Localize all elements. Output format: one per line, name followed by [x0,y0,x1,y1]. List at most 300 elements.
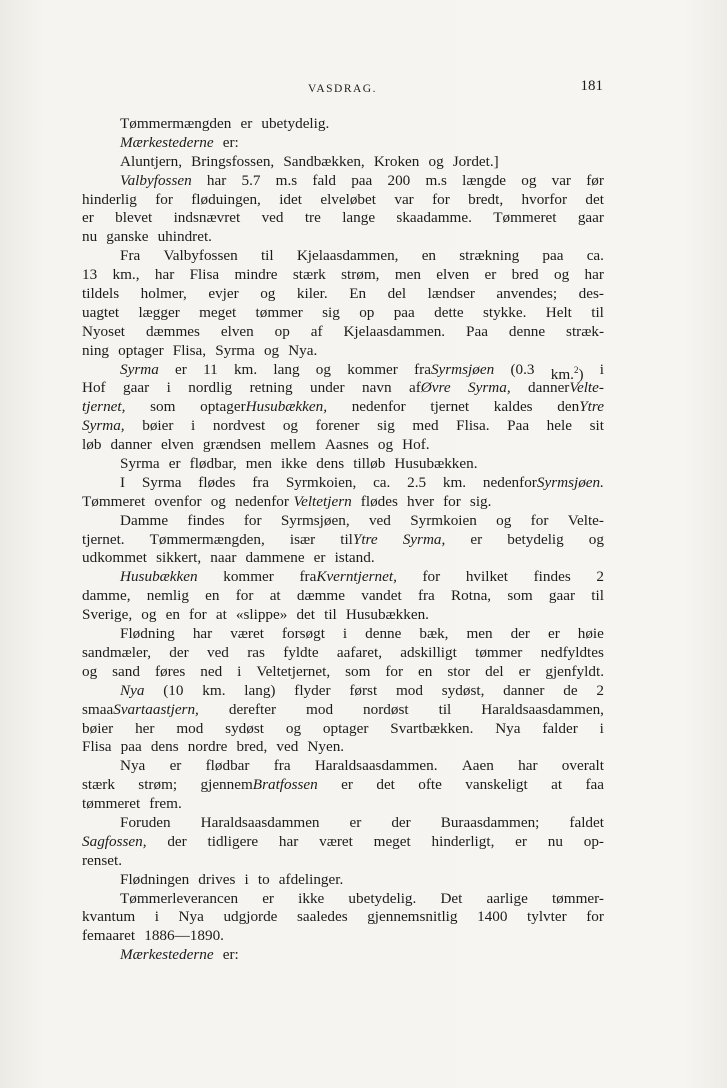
word: Haraldsaasdammen, [481,700,604,718]
word: denne [508,322,546,340]
word-group [150,531,265,550]
word: har [206,171,227,189]
word-group [200,398,327,417]
word-group [281,455,312,474]
word-group [481,701,604,720]
word: adskilligt [400,643,457,661]
word-group [305,209,321,228]
word: ning [82,341,110,359]
word-group [509,323,545,342]
word-group [190,455,242,474]
text-line [82,417,604,436]
word: hele [546,417,572,435]
word: der [169,643,189,661]
word-group [207,644,229,663]
word-group [531,512,549,531]
word: lændser [427,285,475,303]
word: Svartaastjern, [113,700,199,718]
word: hvilket [465,568,508,586]
word-group [591,587,604,606]
word-group [346,606,434,625]
word: paa [351,171,373,189]
word-group [412,417,438,436]
word-group [123,379,149,398]
word: Syrma [120,360,159,378]
word-group [283,153,369,172]
word: som [345,662,371,680]
word-group [347,361,398,380]
word-group [527,908,567,927]
word: En [349,285,367,303]
word-group [82,531,125,550]
word-group [191,417,195,436]
word-group [112,663,140,682]
word: i [599,719,604,737]
running-title: VASDRAG. [308,83,377,95]
word-group [349,285,366,304]
word: føres [154,662,186,680]
word-group [566,323,604,342]
word: nu [82,228,98,246]
word: tidligere [207,832,259,850]
word: fløduingen, [191,190,261,208]
word-group [586,172,604,191]
word: renset. [82,851,123,869]
word: des- [578,285,604,303]
word: at [551,776,563,794]
word: flødbar, [189,455,237,473]
word-group [391,814,410,833]
word-group [236,738,271,757]
word: tjernet. [82,530,125,548]
word-group [173,342,211,361]
word-group [483,474,604,493]
word-group [549,587,575,606]
word: den [557,398,580,416]
word: for [530,511,549,529]
word: kaldes [493,398,533,416]
text-line [82,701,604,720]
word: lægger [138,303,180,321]
word-group [591,304,604,323]
word-group [322,304,340,323]
page-number: 181 [580,78,603,94]
word-group [262,209,284,228]
word: Det [440,889,463,907]
word-group [545,663,604,682]
word-group [274,757,291,776]
word-group [190,266,220,285]
word-group [376,776,395,795]
word: i [244,870,249,888]
word-group [144,927,228,946]
word: for [243,511,262,529]
text-line [82,927,604,946]
word: er [82,209,94,227]
word-group [394,304,415,323]
word-group [534,568,571,587]
word: fyldte [283,643,319,661]
word-group [208,285,238,304]
text-line [82,247,604,266]
word-group [247,644,265,663]
text-line [82,587,604,606]
word: tømmer [255,303,303,321]
word: faldet [569,813,604,831]
word: Bringsfossen, [191,152,275,170]
word-group [422,568,440,587]
word: nu [547,832,563,850]
word-group [410,512,477,531]
word-group [187,512,224,531]
word: er [169,757,182,775]
word-group [244,682,275,701]
word-group [167,379,171,398]
word-group [348,890,416,909]
word-group [270,587,281,606]
word-group [155,663,185,682]
word: naar [210,549,237,567]
word-group [154,493,206,512]
word-group [235,493,356,512]
word-group [156,549,206,568]
word: Nya. [288,341,318,359]
word: Foruden [120,813,171,831]
word-group [578,209,604,228]
word: er [175,360,187,378]
word-group [262,890,274,909]
word: og [141,606,157,624]
word-group [468,191,503,210]
word-group [365,625,401,644]
word-group [201,776,318,795]
word: for [586,908,604,926]
word: i [237,662,242,680]
word: før [586,171,604,189]
word: for [443,492,461,510]
word: det [585,190,604,208]
word: en [205,587,220,605]
word-group [245,871,254,890]
word: lang) [244,681,276,699]
word-group [453,153,504,172]
word-group [470,493,496,512]
text-line [82,795,604,814]
word: sikkert, [156,549,202,567]
word-group [252,474,269,493]
word: og [315,360,331,378]
word: Syrma [141,473,182,491]
word-group [82,549,152,568]
word-group [462,757,494,776]
word: Kjelaasdammen, [296,247,399,265]
word: sig [322,303,340,321]
word: løb [82,436,102,454]
word-group [188,379,232,398]
word-group [199,304,236,323]
word-group [314,549,330,568]
word-group [512,266,539,285]
word-group [82,436,106,455]
word-group [163,682,183,701]
word: km. [233,360,258,378]
word: Aluntjern, [120,152,183,170]
word-group [170,757,182,776]
word: for [432,190,450,208]
word: optager [118,341,164,359]
text-line [82,606,604,625]
word-group [548,625,560,644]
word: Syrmsjøen, [280,511,350,529]
word-group [276,738,302,757]
word: til [260,247,274,265]
word: tømmer- [551,889,604,907]
word-group [298,890,324,909]
word-group [223,134,244,153]
word-group [169,644,188,663]
word: op- [583,832,604,850]
word: især [289,530,316,548]
word-group [419,625,448,644]
word: gjennemsnitlig [367,908,458,926]
word-group [521,172,536,191]
text-line [82,493,604,512]
word: er [313,549,326,567]
word: skaadamme. [396,209,472,227]
word-group [385,663,403,682]
word: km. [202,681,226,699]
word-group [250,379,293,398]
word-group [82,833,147,852]
word-group [146,323,200,342]
word: Nya [495,719,521,737]
word: gaar [577,209,604,227]
word-group [82,285,119,304]
word-group [418,587,435,606]
word-group [213,417,265,436]
word: Flødning [120,625,175,643]
word: kiler. [296,285,328,303]
word: 2 [596,568,604,586]
text-line [82,908,604,927]
word: Hof [82,379,106,397]
word: damme, [82,587,131,605]
word-group [279,191,302,210]
word: og [553,266,570,284]
page-body-text [82,115,604,965]
word: elven [220,322,254,340]
word: drives [198,870,236,888]
word-group [294,682,330,701]
word-group [82,776,115,795]
word: strøm, [341,266,380,284]
word: der [167,832,187,850]
word: op [274,322,290,340]
word-group [483,304,526,323]
text-line [82,549,604,568]
word: mod [306,700,334,718]
word: Øvre [420,379,451,397]
word-group [155,908,159,927]
word: med [412,417,439,435]
word: bred, [236,738,268,756]
word-group [205,587,219,606]
word-group [147,587,189,606]
word: gaar [548,587,576,605]
word-group [515,833,527,852]
word-group [394,191,413,210]
word-group [279,871,348,890]
word: er [168,455,181,473]
word-group [414,361,494,380]
word-group [198,871,240,890]
word: tre [304,209,321,227]
word: og [428,152,444,170]
word: nedenfor [482,473,537,491]
word: findes [533,568,571,586]
text-line [82,379,604,398]
word-group [374,153,424,172]
word-group [378,436,398,455]
word-group [211,493,231,512]
word: der [510,625,530,643]
word-group [120,890,238,909]
word-group [258,871,274,890]
word-group [141,606,161,625]
word-group [316,417,360,436]
word: km. [442,473,467,491]
word: tildels [82,285,120,303]
word: var [394,190,414,208]
word: her [135,719,155,737]
word: indsnævret [173,209,241,227]
word: Nyoset [82,322,126,340]
word: nordvest [212,417,266,435]
word-group [223,568,274,587]
word-group [341,266,379,285]
word: meget [199,303,237,321]
word: sig [377,417,395,435]
word-group [425,172,447,191]
word-group [191,153,279,172]
word-group [485,266,497,285]
word: ubetydelig. [348,889,417,907]
word-group [367,908,457,927]
word-group [297,247,399,266]
word: ikke [281,455,308,473]
word: kommer [347,360,398,378]
word-group [256,304,303,323]
word-group [316,455,348,474]
word: Flisa. [456,417,490,435]
word: som [150,398,176,416]
text-line [82,720,604,739]
word: under [310,379,345,397]
word: paa [120,738,142,756]
word-group [283,417,298,436]
word-group [82,738,116,757]
word: Nyen. [307,738,345,756]
word: strøm; [138,776,178,794]
word-group [155,266,174,285]
word-group [503,682,544,701]
word: Tømmeret [82,492,146,510]
word: falder [542,719,578,737]
word-group [82,266,97,285]
word: km., [112,266,140,284]
word-group [324,606,341,625]
word: vandet [361,587,402,605]
word: og [285,719,302,737]
word-group [236,606,292,625]
word-group [82,663,97,682]
word: del [485,662,504,680]
word: fra [417,587,435,605]
word-group [283,644,318,663]
word: meget [373,832,411,850]
word: nemlig [146,587,189,605]
word-group [548,833,563,852]
word-group [351,172,372,191]
word: at [269,587,281,605]
word: og [263,341,280,359]
word-group [495,720,520,739]
word-group [142,417,173,436]
word: de [563,681,578,699]
word-group [394,455,482,474]
word-group [201,814,320,833]
word-group [342,209,375,228]
word-group [547,417,572,436]
word: dæmme [296,587,345,605]
word: stræk- [566,322,604,340]
word: Sandbækken, [283,152,365,170]
word: holmer, [140,285,187,303]
text-line [82,512,604,531]
word: mod [176,719,204,737]
word: Sverige, [82,606,133,624]
word-group [494,398,533,417]
word-group [82,701,199,720]
word-group [542,247,563,266]
word-group [522,191,568,210]
word-group [120,946,218,965]
word-group [312,172,336,191]
word-group [451,587,491,606]
word: nedfyldtes [540,643,604,661]
word-group [422,247,436,266]
word-group [169,455,185,474]
text-line [82,644,604,663]
word-group [82,228,102,247]
word-group [361,587,401,606]
word: Rotna, [451,587,492,605]
word-group [493,209,556,228]
word: m.s [425,171,447,189]
word-group [352,398,406,417]
word: nedenfor [234,492,289,510]
word-group [115,209,152,228]
word-group [335,549,380,568]
word-group [590,417,604,436]
word: Flisa [82,738,112,756]
word: er: [222,946,239,964]
text-line [82,153,604,172]
word-group [167,833,186,852]
word: ca. [373,473,391,491]
word-group [587,247,604,266]
word-group [166,606,185,625]
